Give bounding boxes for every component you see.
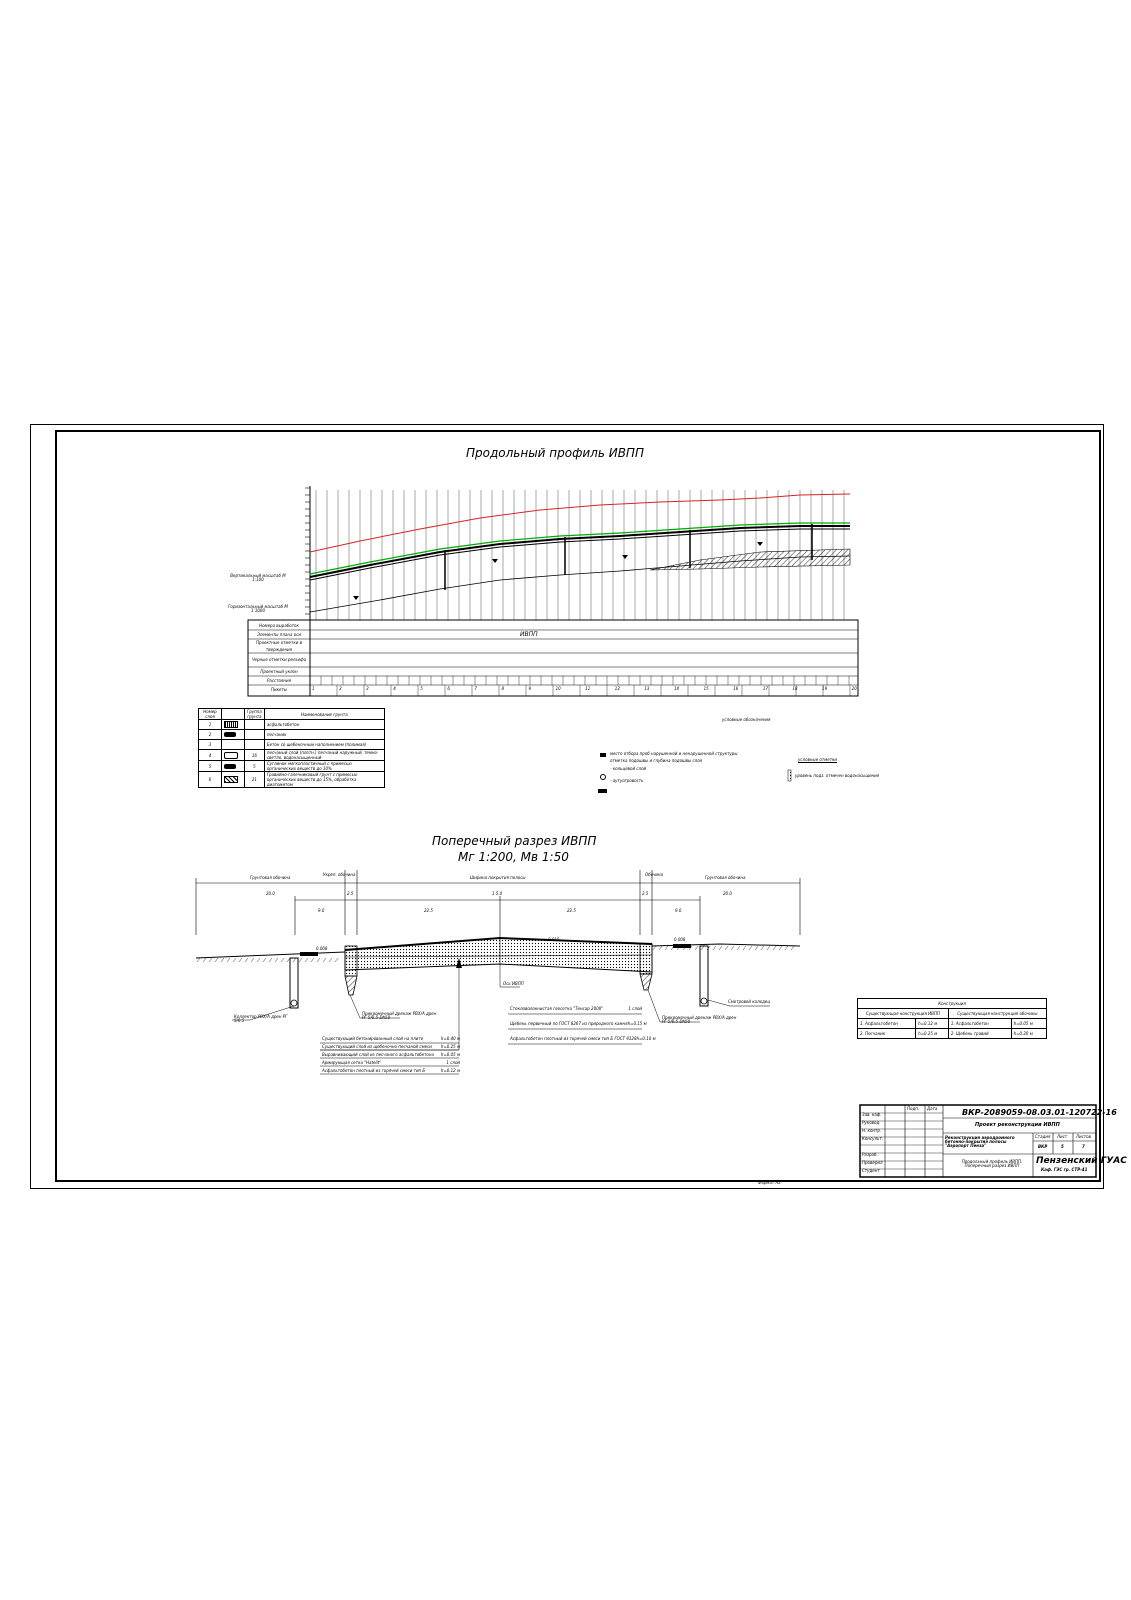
legend-num: 2 [199,730,222,740]
picket-number: 12 [614,686,620,691]
picket-number: 14 [674,686,680,691]
zone-left: Грунтовая обочина [250,875,291,880]
band-label: Номера выработок [259,623,299,628]
note-row: Выравнивающий слой из песчаного асфальтобетона h=0.05 м [322,1052,460,1057]
picket-number: 8 [501,686,504,691]
dim-top: 20.0 [266,891,275,896]
picket-number: 18 [792,686,798,691]
picket-number: 20 [851,686,857,691]
recon-title: Конструкция [858,999,1047,1009]
zone-mid: Ширина покрытия полосы [470,875,526,880]
dim-top: 2.5 [642,891,649,896]
picket-number: 5 [420,686,423,691]
callout-collector: Коллектор РВХ/А дрен РГ 5/0.5 [234,1014,288,1023]
recon-cell: h=0.25 м [916,1029,949,1039]
stamp-org: Пензенский ГУАС [1036,1156,1127,1166]
callout-well: Смотровой колодец [728,999,771,1004]
stamp-col-header: Дата [927,1106,938,1111]
dim-second: 9.0 [675,908,682,913]
symbols-heading: условные обозначения [722,717,771,722]
water-heading: условные отметки [798,757,838,762]
picket-number: 6 [447,686,450,691]
legend-header: Группа грунта [245,709,265,720]
legend-name: Суглинок мягкопластичный с примесью органических веществ до 10% [264,761,384,772]
legend-group: 5 [245,761,265,772]
legend-group: 21 [245,772,265,788]
legend-name: песчаный слой (плотн.) песчаный наружный, темно-светло, водонасыщенный [264,750,384,761]
legend-group: 16 [245,750,265,761]
stamp-role: Зав. каф. [862,1112,882,1117]
legend-num: 3 [199,740,222,750]
recon-right-header: Существующая конструкция обочины [948,1009,1046,1019]
symbol-sample: место отбора проб нарушенной и ненарушенной структуры [610,751,738,756]
picket-number: 17 [762,686,768,691]
band-label: Пикеты [271,687,287,692]
recon-cell: 1. Асфальтобетон [858,1019,916,1029]
stamp-role: Студент [862,1168,880,1173]
slope-center: 0.015 [548,937,560,942]
legend-name: Гравийно-галечниковый грунт с примесью органических веществ до 15%, обработка диатомитом [264,772,384,788]
stamp-sheet-title: Продольный профиль ИВПП. Поперечный разрез ИВПП [961,1159,1023,1168]
picket-number: 16 [733,686,739,691]
stamp-group: Каф. ГЭС гр. СТР-41 [1041,1167,1088,1172]
recon-cell: 2. Песчаник [858,1029,916,1039]
picket-number: 10 [555,686,561,691]
plan-label: ИВПП [520,631,538,638]
stage-value: 5 [1061,1144,1064,1149]
dim-second: 22.5 [424,908,433,913]
picket-number: 13 [644,686,650,691]
picket-number: 19 [822,686,828,691]
note-row: Щебень первичный по ГОСТ 8267 из природного камня h=0.15 м [510,1021,647,1026]
stamp-project: Проект реконструкции ИВПП [975,1122,1060,1128]
strip-left: Укреп. обочина [323,872,356,877]
section-scale: Мг 1:200, Мв 1:50 [458,850,569,864]
picket-number: 2 [339,686,342,691]
picket-number: 9 [528,686,532,691]
picket-number: 15 [703,686,709,691]
note-row: Армирующая сетка "Hatelit" 1 слой [322,1060,460,1065]
legend-num: 1 [199,720,222,730]
picket-number: 1 [312,686,315,691]
vertical-scale-label: Вертикальный масштаб М 1:100 [230,573,286,582]
zone-right: Грунтовая обочина [705,875,746,880]
note-row: Существующий бетонированный слой на плите h=0.40 м [322,1036,460,1041]
legend-num: 5 [199,761,222,772]
band-label: Черные отметки рельефа [251,657,307,662]
legend-name: Бетон со щебеночным наполнением (полимая) [264,740,384,750]
stamp-role: Н. контр. [862,1128,882,1133]
band-label: Элементы плана оси [257,632,301,637]
band-label: Расстояния [266,678,292,683]
slope-left: 0.008 [316,946,328,951]
stage-value: 7 [1082,1144,1085,1149]
recon-cell: h=0.05 м [1011,1019,1046,1029]
picket-number: 11 [585,686,591,691]
legend-name: асфальтобетон [264,720,384,730]
format-label: Формат А2 [758,1180,781,1185]
recon-cell: h=0.12 м [916,1019,949,1029]
legend-header: Наименование грунта [264,709,384,720]
dim-top: 20.0 [723,891,732,896]
legend-header: Номер слоя [199,709,222,720]
note-row: Существующий слой из щебеночно-песчаной смеси h=0.25 м [322,1044,460,1049]
stamp-roles [862,1113,884,1177]
legend-name: песчаник [264,730,384,740]
recon-cell: 1. Асфальтобетон [948,1019,1011,1029]
symbol-circle: - кольцевой слой [610,766,647,771]
dim-top: 1.5.0 [492,891,503,896]
stage-header: Стадия [1035,1134,1051,1139]
recon-left-header: Существующая конструкция ИВПП [858,1009,949,1019]
strip-right: Обочина [645,872,664,877]
symbol-aquifer: - аутуогровость [610,778,644,783]
dim-second: 9.0 [318,908,325,913]
dim-second: 22.5 [567,908,576,913]
stamp-object: Реконструкция аэродромного бетонно-покрытия полосы "Аэропорт Пенза" [945,1135,1015,1148]
stage-header: Листов [1076,1134,1091,1139]
stamp-role: Руковод. [862,1120,881,1125]
band-label: Проектные отметки в тверждения [256,640,302,652]
horizontal-scale-label: Горизонтальный масштаб М 1:1000 [228,604,288,613]
water-item: уровень подз. отмечен водонасыщения [795,773,880,778]
picket-number: 7 [474,686,477,691]
note-row: Асфальтобетон плотный из горячей смеси тип Б ГОСТ 9128 h=0.10 м [510,1036,656,1041]
recon-cell: h=0.20 м [1011,1029,1046,1039]
stamp-role: Разраб. [862,1152,878,1157]
stamp-role: Проверил [862,1160,883,1165]
callout-drain-left: Прикромочный дренаж РВХ/А дрен РГ 5/0.5 Dh50 [362,1011,437,1020]
note-row: Стекловолокнистая геосетка "Тенсар 2000" 1 слой [510,1006,642,1011]
symbol-layer: отметка подошвы и глубина подошвы слоя [610,758,703,763]
recon-cell: 2. Щебень гравий [948,1029,1011,1039]
profile-title: Продольный профиль ИВПП [466,446,644,460]
stamp-role: Консульт. [862,1136,883,1141]
slope-right: 0.008 [674,937,686,942]
stage-value: ВКР [1038,1144,1048,1149]
note-row: Асфальтобетон плотный из горячей смеси тип Б h=0.12 м [322,1068,460,1073]
picket-number: 4 [393,686,396,691]
section-title: Поперечный разрез ИВПП [432,834,597,848]
stamp-col-header: Подп. [907,1106,920,1111]
legend-num: 4 [199,750,222,761]
callout-drain-right: Прикромочный дренаж РВХ/А дрен РГ 5/0.5 Dh50 [662,1015,737,1024]
axis-label: Ось ИВПП [503,981,524,986]
dim-top: 2.5 [347,891,354,896]
band-label: Проектный уклон [260,669,298,674]
stage-header: Лист [1057,1134,1068,1139]
picket-number: 3 [366,686,369,691]
legend-num: 6 [199,772,222,788]
stamp-code: ВКР-2089059-08.03.01-120722-16 [962,1108,1117,1117]
